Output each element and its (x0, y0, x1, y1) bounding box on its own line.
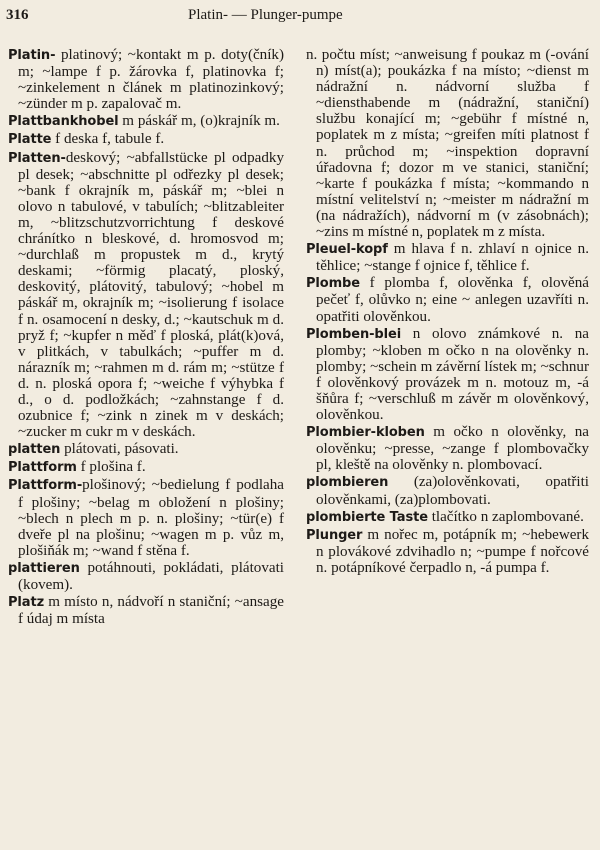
page-header (0, 4, 600, 26)
entry-definition: potáhnouti, pokládati, plátovati (kovem). (18, 559, 284, 593)
dictionary-entry (306, 424, 589, 473)
entry-definition: m nořec m, potápník m; ~hebewerk n plovákové zdvihadlo n; ~pumpe f nořcové n. potápníkové čerpadlo n, -á pumpa f. (316, 526, 589, 576)
entry-definition: platinový; ~kontakt m p. doty(čník) m; ~lampe f p. žárovka f, platinovka f; ~zinkelement n článek m platinozinkový; ~zünder m p. zapalovač m. (18, 47, 284, 113)
entry-headword: Plomben-blei (306, 326, 402, 342)
entry-definition: deskový; ~abfallstücke pl odpadky pl desek; ~abschnitte pl odřezky pl desek; ~bank f okrajník m, páskář m; ~blei n olovo n tabulové, v tabulích; ~blitzableiter m, ~blitzschutzvorrichtung f deskové chránítko n bleskové, d. hromosvod m; ~durchlaß m propustek m d., krytý deskami; ~förmig placatý, ploský, deskovitý, plátovitý, tabulový; ~hobel m páskář m, okrajník m; ~isolierung f isolace f n. osamocení n desky, d.; ~kautschuk m d. pryž f; ~kupfer n měď f ploská, plát(k)ová, v plitkách, v tabulkách; ~puffer m d. nárazník m; ~rahmen m d. rám m; ~stütze f d. n. ploská opora f; ~weiche f výhybka f d., o d. podložkách; ~zahnstange f d. ozubnice f; ~zink n zinek m v deskách; ~zucker m cukr m v deskách. (18, 149, 284, 441)
entry-definition: n olovo známkové n. na plomby; ~kloben m očko n na olověnky n. plomby; ~schein m závěrní lístek m; ~schnur f olověnkový provázek m n. motouz m, -á šňůra f; ~verschluß m závěr m olověnkový, olověnkou. (316, 325, 589, 424)
entry-headword: Platin- (8, 48, 56, 63)
entry-definition: m hlava f n. zhlaví n ojnice n. těhlice; ~stange f ojnice f, těhlice f. (316, 241, 589, 275)
dictionary-entry (8, 594, 284, 627)
entry-definition: f deska f, tabule f. (51, 131, 165, 148)
entry-headword: Plombe (306, 276, 360, 292)
dictionary-entry (306, 241, 589, 274)
dictionary-entry (8, 131, 284, 148)
entry-definition: f plomba f, olověnka f, olověná pečeť f, olůvko n; eine ~ anlegen uzavříti n. opatřiti olověnkou. (316, 275, 589, 325)
entry-definition: plošinový; ~bedielung f podlaha f plošiny; ~belag m obložení n plošiny; ~blech n plech m p. n. plošiny; ~tür(e) f dveře pl na plošinu; ~wagen m p. vůz m, plošiňák m; ~wand f stěna f. (18, 477, 284, 559)
dictionary-entry (306, 275, 589, 324)
entry-headword: plombierte Taste (306, 509, 428, 525)
dictionary-entry (306, 527, 589, 576)
entry-definition: tlačítko n zaplombované. (427, 508, 584, 525)
entry-headword: platten (8, 442, 61, 458)
entry-headword: Pleuel-kopf (306, 242, 388, 258)
entry-definition: n. počtu míst; ~anweisung f poukaz m (-ování n) míst(a); poukázka f na místo; ~dienst m nádražní n. nádvorní služba f ~diensthabende m (nádražní, staniční) službu konající m; ~gebühr f místné n, poplatek m z místa; ~greifen míti platnost f n. průchod m; ~inspektion dopravní úřadovna f; dozor m ve stanici, staniční; ~karte f poukázka f místa; ~kommando n místní velitelství n; ~meister m nádražní m (na nádražích), nádvorní m (v zásobnách); ~zins m místné n, poplatek m z místa. (306, 47, 589, 241)
entry-headword: Plombier-kloben (306, 425, 425, 441)
entry-definition: (za)olověnkovati, opatřiti olověnkami, (za)plombovati. (316, 474, 589, 508)
dictionary-entry (306, 47, 589, 240)
dictionary-entry (306, 509, 589, 526)
entry-headword: plombieren (306, 475, 389, 491)
entry-headword: Plattform (8, 460, 77, 476)
entry-headword: Plattform- (8, 478, 83, 494)
dictionary-entry (8, 47, 284, 112)
entry-definition: m místo n, nádvoří n staniční; ~ansage f údaj m místa (18, 594, 284, 628)
dictionary-entry (8, 441, 284, 458)
running-title: Platin- — Plunger-pumpe (188, 7, 343, 23)
entry-headword: Platz (8, 595, 45, 611)
dictionary-entry (306, 474, 589, 507)
dictionary-entry (8, 150, 284, 441)
entry-headword: plattieren (8, 560, 80, 576)
entry-headword: Platte (8, 132, 52, 148)
dictionary-entry (306, 326, 589, 424)
entry-definition: m očko n olověnky, na olověnku; ~presse, ~zange f plombovačky pl, kleště na olověnky n. plombovací. (316, 424, 589, 474)
entry-headword: Platten- (8, 150, 66, 166)
dictionary-entry (8, 459, 284, 476)
entry-headword: Plattbankhobel (8, 114, 119, 130)
dictionary-entry (8, 560, 284, 593)
entry-definition: m páskář m, (o)krajník m. (118, 113, 280, 130)
page-number: 316 (6, 7, 29, 23)
dictionary-entry (8, 113, 284, 130)
entry-definition: f plošina f. (76, 459, 146, 476)
entry-definition: plátovati, pásovati. (60, 441, 179, 458)
entry-headword: Plunger (306, 527, 363, 543)
left-column (8, 47, 284, 628)
dictionary-entry (8, 477, 284, 558)
right-column (306, 47, 589, 577)
